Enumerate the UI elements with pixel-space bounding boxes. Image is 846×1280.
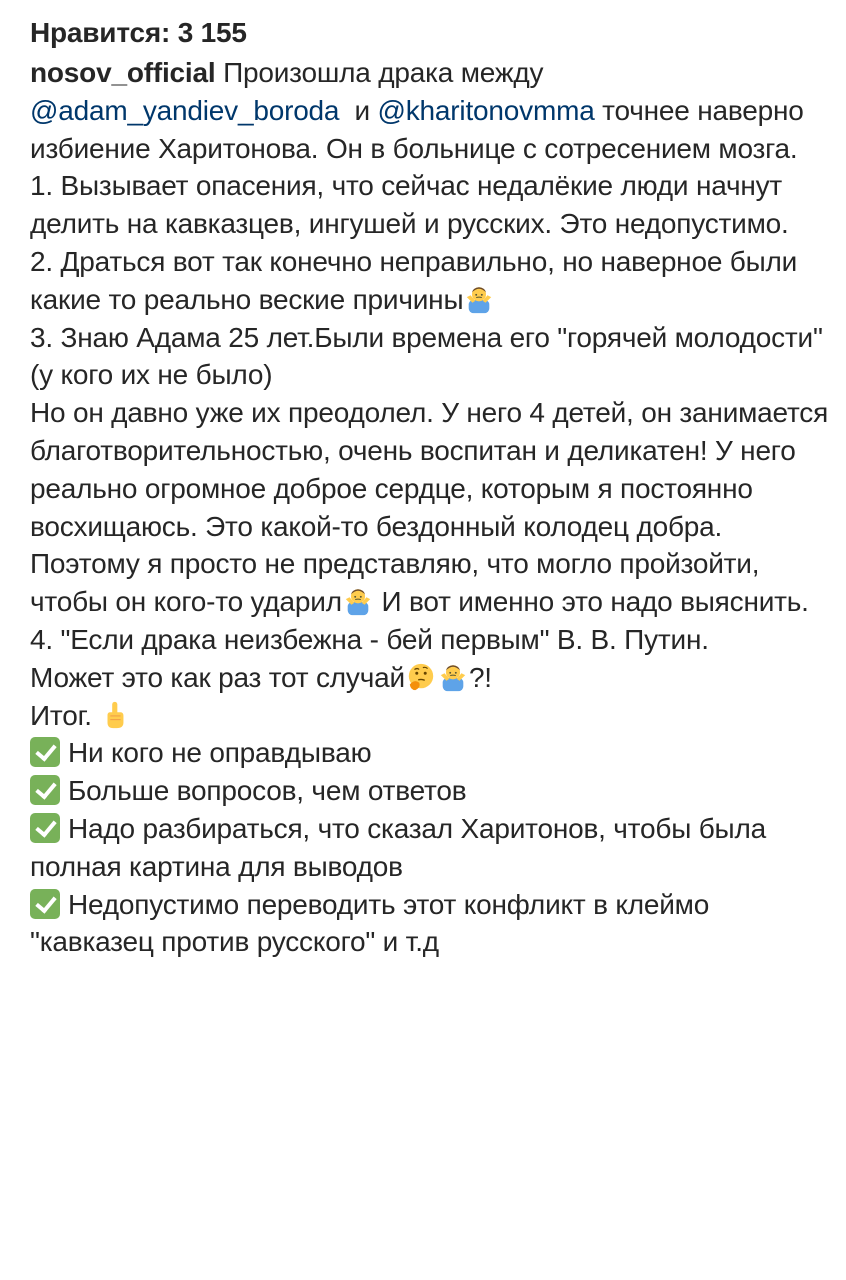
caption-intro — [30, 54, 830, 167]
likes-label: Нравится: — [30, 17, 171, 48]
caption-paragraph-2-text: 2. Драться вот так конечно неправильно, но наверное были какие то реально веские причины — [30, 245, 798, 315]
caption-paragraph-3-line-2 — [30, 394, 830, 621]
white-check-mark-icon — [30, 737, 60, 767]
likes-number: 3 155 — [177, 17, 247, 48]
person-shrugging-emoji-icon — [464, 284, 494, 314]
caption-paragraph-4-text-a: Может это как раз тот случай — [30, 661, 405, 693]
checklist-item-text: Ни кого не оправдываю — [68, 737, 372, 769]
summary-title-line — [30, 697, 830, 735]
person-shrugging-emoji-icon — [438, 662, 468, 692]
caption-paragraph-2 — [30, 243, 830, 319]
summary-title: Итог. — [30, 699, 92, 731]
caption-paragraph-3-line-1: 3. Знаю Адама 25 лет.Были времена его "горячей молодости" (у кого их не было) — [30, 321, 823, 391]
white-check-mark-icon — [30, 813, 60, 843]
checklist-item-text: Надо разбираться, что сказал Харитонов, чтобы была полная картина для выводов — [30, 812, 766, 882]
mention-adam-yandiev[interactable]: @adam_yandiev_boroda — [30, 94, 340, 126]
checklist-item-text: Недопустимо переводить этот конфликт в клеймо "кавказец против русского" и т.д — [30, 888, 710, 958]
caption-paragraph-4-text-b: ?! — [468, 661, 492, 693]
caption-intro-text-3: точнее наверно избиение Харитонова. Он в больнице с сотресением мозга. — [30, 94, 804, 164]
checklist-item — [30, 734, 830, 772]
caption-paragraph-3-text-b: И вот именно это надо выяснить. — [381, 586, 809, 618]
caption-paragraph-4-line-1: 4. "Если драка неизбежна - бей первым" В. В. Путин. — [30, 623, 709, 655]
caption-paragraph-3-text-a: Но он давно уже их преодолел. У него 4 детей, он занимается благотворительностью, очень воспитан и деликатен! У него реально огромное доброе сердце, которым я постоянно восхищаюсь. Это какой-то бездонный колодец добра. Поэтому я просто не представляю, что могло пройзойти, чтобы он кого-то ударил — [30, 397, 829, 618]
caption-intro-text-1: Произошла драка между — [223, 57, 544, 88]
caption-paragraph-1: 1. Вызывает опасения, что сейчас недалёкие люди начнут делить на кавказцев, ингушей и русских. Это недопустимо. — [30, 170, 789, 240]
mention-kharitonov[interactable]: @kharitonovmma — [377, 94, 595, 126]
author-username[interactable]: nosov_official — [30, 57, 216, 88]
checklist-item-text: Больше вопросов, чем ответов — [68, 775, 467, 807]
white-check-mark-icon — [30, 889, 60, 919]
white-check-mark-icon — [30, 775, 60, 805]
likes-count[interactable] — [30, 14, 830, 52]
instagram-post-caption-panel — [30, 14, 830, 961]
checklist-item — [30, 886, 830, 962]
checklist-item — [30, 772, 830, 810]
post-caption — [30, 54, 830, 961]
caption-intro-text-2: и — [354, 94, 370, 126]
caption-paragraph-4-line-2 — [30, 659, 830, 697]
thinking-face-emoji-icon — [406, 662, 436, 692]
person-shrugging-emoji-icon — [343, 586, 373, 616]
checklist-item — [30, 810, 830, 886]
index-pointing-up-emoji-icon — [100, 700, 130, 730]
